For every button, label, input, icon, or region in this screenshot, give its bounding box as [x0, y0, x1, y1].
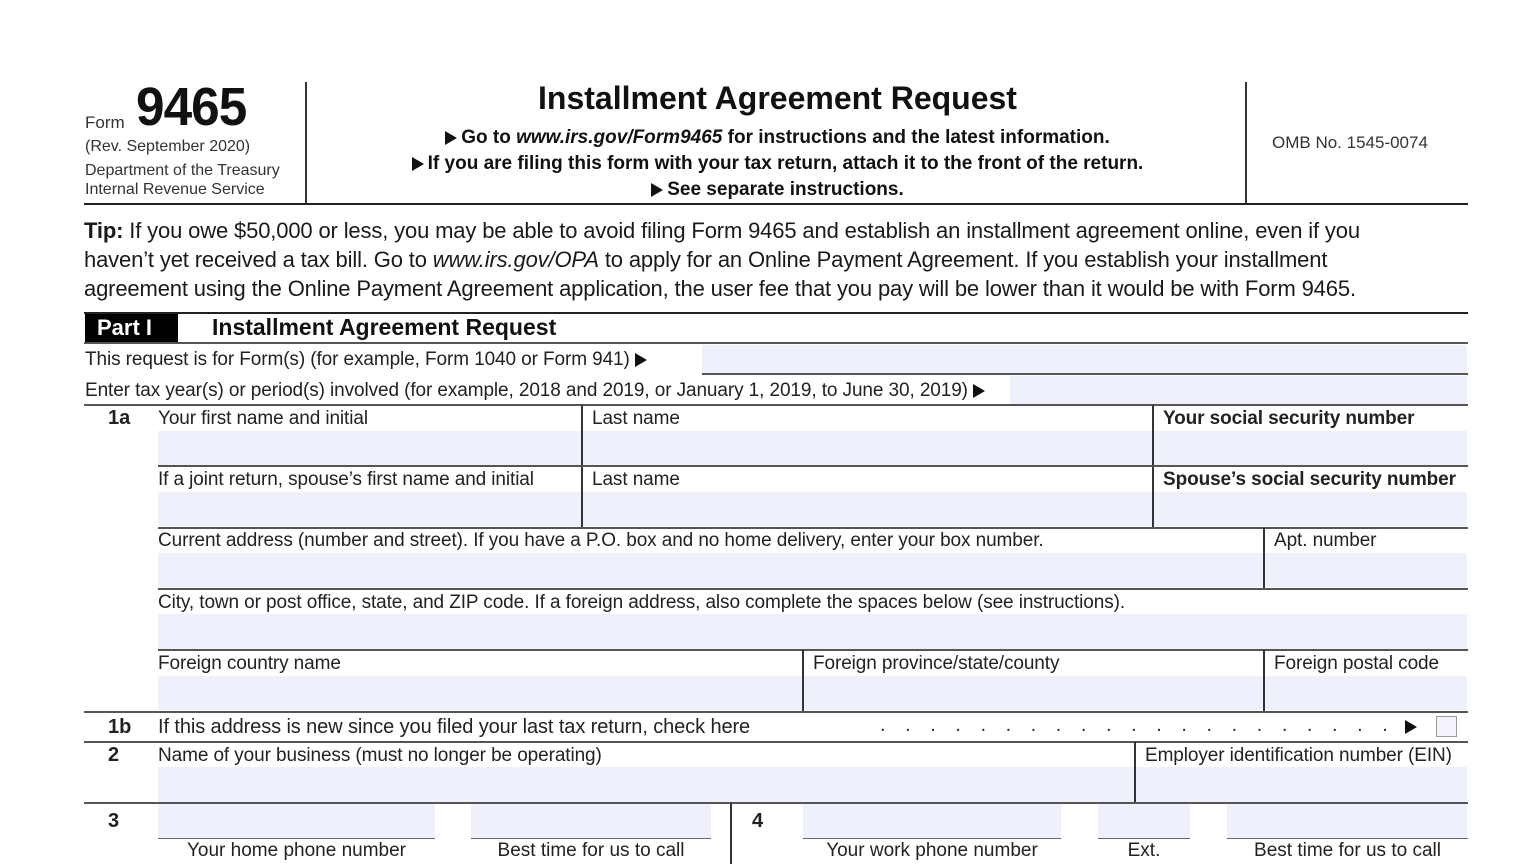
home-best-time-label: Best time for us to call — [497, 840, 685, 861]
row-rule — [158, 527, 1468, 529]
spouse-last-name-input[interactable] — [583, 492, 1152, 526]
ext-label: Ext. — [1127, 840, 1161, 861]
form-title: Installment Agreement Request — [538, 80, 1017, 116]
foreign-province-input[interactable] — [804, 676, 1263, 710]
address-label: Current address (number and street). If you have a P.O. box and no home delivery, enter your box number. — [158, 530, 1044, 551]
foreign-country-label: Foreign country name — [158, 653, 341, 674]
form-request-label: This request is for Form(s) (for example, Form 1040 or Form 941) — [85, 349, 651, 371]
department-name: Department of the Treasury — [85, 162, 280, 179]
tip-line-2: haven’t yet received a tax bill. Go to www.irs.gov/OPA to apply for an Online Payment Agreement. If you establish your installment — [84, 247, 1328, 272]
ein-input[interactable] — [1136, 767, 1467, 802]
tip-line-1: Tip: If you owe $50,000 or less, you may be able to avoid filing Form 9465 and establish an installment agreement online, even if you — [84, 218, 1360, 243]
tax-years-rule — [84, 404, 1468, 406]
line-4-number: 4 — [752, 810, 764, 832]
header-bottom-rule — [84, 203, 1468, 205]
spouse-last-name-label: Last name — [592, 469, 680, 490]
line-1b-number: 1b — [108, 716, 132, 738]
line-3-number: 3 — [108, 810, 120, 832]
form-request-rule — [702, 373, 1468, 375]
spouse-ssn-label: Spouse’s social security number — [1163, 469, 1456, 490]
home-phone-rule — [158, 838, 435, 839]
row-rule — [158, 649, 1468, 651]
foreign-postal-input[interactable] — [1265, 676, 1467, 710]
spouse-ssn-input[interactable] — [1154, 492, 1467, 526]
instruction-3: See separate instructions. — [310, 179, 1245, 201]
work-best-time-input[interactable] — [1227, 804, 1467, 838]
work-best-time-rule — [1227, 838, 1468, 839]
last-name-input[interactable] — [583, 431, 1152, 465]
tip-line-3: agreement using the Online Payment Agreement application, the user fee that you pay will be lower than it would be with Form 9465. — [84, 276, 1356, 301]
foreign-postal-label: Foreign postal code — [1274, 653, 1439, 674]
form-link[interactable]: www.irs.gov/Form9465 — [516, 127, 723, 148]
arrow-right-icon — [635, 353, 647, 367]
ein-label: Employer identification number (EIN) — [1145, 745, 1452, 766]
opa-link[interactable]: www.irs.gov/OPA — [432, 247, 599, 272]
line-1a-number: 1a — [108, 407, 131, 429]
instruction-2: If you are filing this form with your tax return, attach it to the front of the return. — [310, 153, 1245, 175]
header-divider-left — [305, 82, 307, 204]
city-input[interactable] — [158, 614, 1467, 649]
form-revision: (Rev. September 2020) — [85, 138, 251, 155]
row-rule — [158, 465, 1468, 467]
row-rule — [84, 711, 1468, 713]
spouse-first-name-label: If a joint return, spouse’s first name and initial — [158, 469, 534, 490]
part1-badge: Part I — [85, 314, 178, 342]
last-name-label: Last name — [592, 408, 680, 429]
ssn-input[interactable] — [1154, 431, 1467, 465]
work-phone-input[interactable] — [803, 804, 1061, 838]
arrow-right-icon — [1405, 720, 1417, 734]
ssn-label: Your social security number — [1163, 408, 1415, 429]
arrow-right-icon — [412, 157, 424, 171]
arrow-right-icon — [973, 384, 985, 398]
header-divider-right — [1245, 82, 1247, 204]
row-rule — [84, 741, 1468, 743]
agency-name: Internal Revenue Service — [85, 181, 265, 198]
foreign-country-input[interactable] — [158, 676, 802, 710]
tip-label: Tip: — [84, 218, 124, 243]
tax-years-input[interactable] — [1010, 376, 1467, 404]
tax-years-label: Enter tax year(s) or period(s) involved (for example, 2018 and 2019, or January 1, 2019, to June 30, 2019) — [85, 380, 989, 402]
home-best-time-input[interactable] — [471, 804, 711, 838]
address-change-label: If this address is new since you filed your last tax return, check here — [158, 716, 751, 738]
apt-input[interactable] — [1265, 553, 1467, 587]
work-best-time-label: Best time for us to call — [1254, 840, 1441, 861]
form-prefix: Form — [85, 113, 125, 132]
ext-input[interactable] — [1098, 804, 1190, 838]
address-input[interactable] — [158, 553, 1263, 587]
line3-4-divider — [730, 803, 732, 864]
work-phone-label: Your work phone number — [826, 840, 1038, 861]
home-best-time-rule — [471, 838, 711, 839]
arrow-right-icon — [445, 131, 457, 145]
spouse-first-name-input[interactable] — [158, 492, 581, 526]
arrow-right-icon — [651, 183, 663, 197]
home-phone-label: Your home phone number — [186, 840, 406, 861]
form-number: 9465 — [136, 77, 247, 137]
business-name-input[interactable] — [158, 767, 1134, 802]
instruction-1: Go to www.irs.gov/Form9465 for instructions and the latest information. — [310, 127, 1245, 149]
leader-dots: . . . . . . . . . . . . . . . . . . . . . — [880, 714, 1395, 736]
part1-title-rule — [84, 342, 1468, 344]
row-rule — [158, 588, 1468, 590]
foreign-province-label: Foreign province/state/county — [813, 653, 1060, 674]
apt-label: Apt. number — [1274, 530, 1377, 551]
line-2-number: 2 — [108, 744, 120, 766]
form-request-input[interactable] — [702, 345, 1467, 373]
first-name-label: Your first name and initial — [158, 408, 368, 429]
city-label: City, town or post office, state, and ZIP code. If a foreign address, also complete the spaces below (see instructions). — [158, 592, 1126, 613]
part1-title: Installment Agreement Request — [212, 314, 557, 340]
business-name-label: Name of your business (must no longer be operating) — [158, 745, 602, 766]
home-phone-input[interactable] — [158, 804, 435, 838]
ext-rule — [1098, 838, 1190, 839]
work-phone-rule — [803, 838, 1061, 839]
omb-number: OMB No. 1545-0074 — [1272, 133, 1428, 152]
first-name-input[interactable] — [158, 431, 581, 465]
address-change-checkbox[interactable] — [1436, 716, 1457, 737]
